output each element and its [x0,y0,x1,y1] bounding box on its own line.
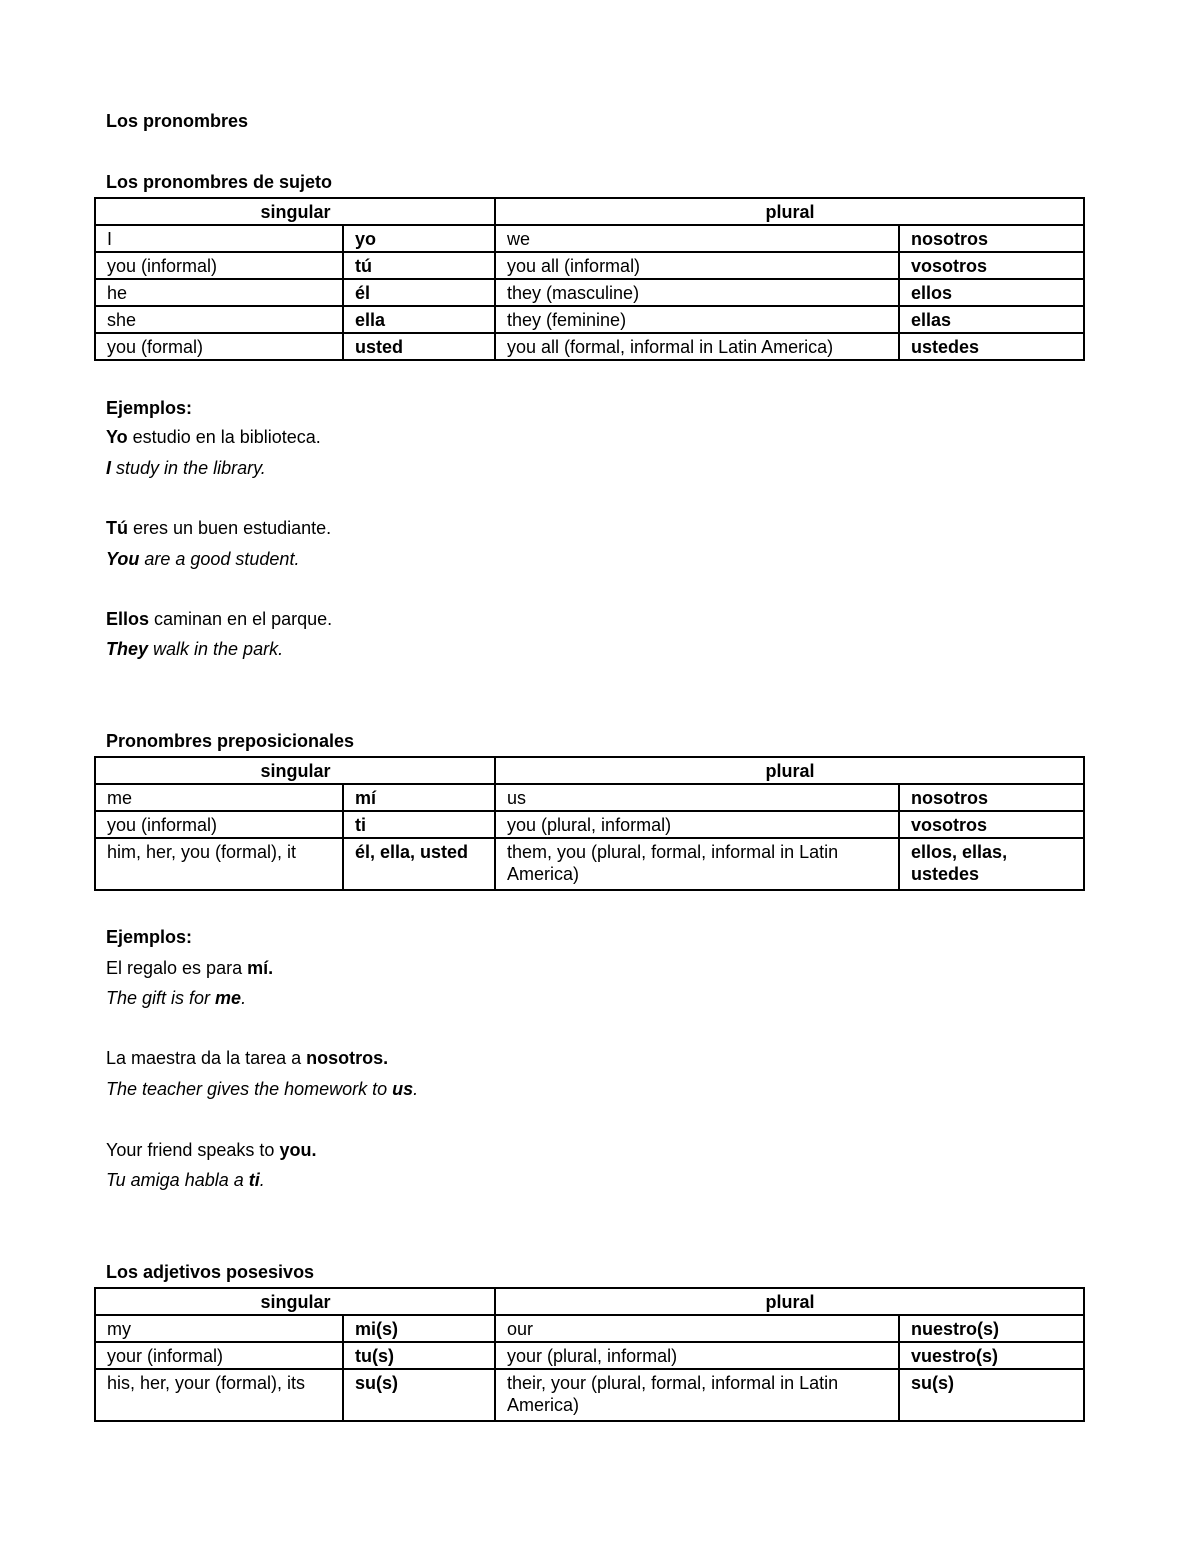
prepositional-pronouns-table [94,756,1085,891]
table-row [95,252,1084,279]
table-cell: nosotros [899,784,1084,811]
table-row [95,1369,1084,1421]
table-header-plural: plural [495,198,1084,225]
table-cell: I [95,225,343,252]
possessive-adjectives-table [94,1287,1085,1422]
table-cell: your (plural, informal) [495,1342,899,1369]
example-spanish: Yo estudio en la biblioteca. [106,427,321,447]
table-row [95,306,1084,333]
table-cell: you (informal) [95,811,343,838]
table-cell: usted [343,333,495,360]
table-cell: she [95,306,343,333]
table-cell: their, your (plural, formal, informal in Latin America) [495,1369,899,1421]
table-row [95,838,1084,890]
example-spanish: El regalo es para mí. [106,958,274,978]
example-spanish: Ellos caminan en el parque. [106,609,333,629]
table-row [95,811,1084,838]
section-heading-prepositional-pronouns: Pronombres preposicionales [106,731,355,751]
table-row [95,1315,1084,1342]
table-cell: they (feminine) [495,306,899,333]
table-row [95,784,1084,811]
table-cell: you (plural, informal) [495,811,899,838]
table-cell: él [343,279,495,306]
example-english: Your friend speaks to you. [106,1140,317,1160]
table-row [95,279,1084,306]
table-cell: him, her, you (formal), it [95,838,343,890]
table-cell: tú [343,252,495,279]
example-spanish: Tu amiga habla a ti. [106,1170,265,1190]
table-cell: tu(s) [343,1342,495,1369]
table-cell: mí [343,784,495,811]
example-english: I study in the library. [106,458,266,478]
table-cell: ellos, ellas, ustedes [899,838,1084,890]
examples-label: Ejemplos: [106,398,193,418]
table-cell: ustedes [899,333,1084,360]
table-cell: yo [343,225,495,252]
example-english: You are a good student. [106,549,300,569]
table-cell: me [95,784,343,811]
table-cell: he [95,279,343,306]
table-cell: ella [343,306,495,333]
section-heading-possessive-adjectives: Los adjetivos posesivos [106,1262,315,1282]
table-header-plural: plural [495,757,1084,784]
table-row [95,1342,1084,1369]
table-cell: them, you (plural, formal, informal in Latin America) [495,838,899,890]
table-cell: his, her, your (formal), its [95,1369,343,1421]
example-english: They walk in the park. [106,639,284,659]
page-title: Los pronombres [106,111,249,131]
table-cell: ellos [899,279,1084,306]
table-cell: your (informal) [95,1342,343,1369]
table-cell: vosotros [899,811,1084,838]
table-row [95,333,1084,360]
table-header-singular: singular [95,757,495,784]
table-cell: vuestro(s) [899,1342,1084,1369]
table-header-singular: singular [95,1288,495,1315]
table-cell: ellas [899,306,1084,333]
example-spanish: La maestra da la tarea a nosotros. [106,1048,389,1068]
table-cell: su(s) [343,1369,495,1421]
section-heading-subject-pronouns: Los pronombres de sujeto [106,172,333,192]
table-cell: you (formal) [95,333,343,360]
table-cell: they (masculine) [495,279,899,306]
table-cell: us [495,784,899,811]
table-cell: nuestro(s) [899,1315,1084,1342]
table-cell: mi(s) [343,1315,495,1342]
table-cell: vosotros [899,252,1084,279]
table-header-singular: singular [95,198,495,225]
table-cell: we [495,225,899,252]
example-spanish: Tú eres un buen estudiante. [106,518,332,538]
examples-label: Ejemplos: [106,927,193,947]
table-header-plural: plural [495,1288,1084,1315]
table-cell: my [95,1315,343,1342]
table-cell: our [495,1315,899,1342]
table-cell: you all (informal) [495,252,899,279]
table-cell: you (informal) [95,252,343,279]
table-cell: nosotros [899,225,1084,252]
table-cell: ti [343,811,495,838]
table-row [95,225,1084,252]
subject-pronouns-table [94,197,1085,361]
example-english: The gift is for me. [106,988,247,1008]
table-cell: él, ella, usted [343,838,495,890]
example-english: The teacher gives the homework to us. [106,1079,419,1099]
table-cell: su(s) [899,1369,1084,1421]
table-cell: you all (formal, informal in Latin America) [495,333,899,360]
